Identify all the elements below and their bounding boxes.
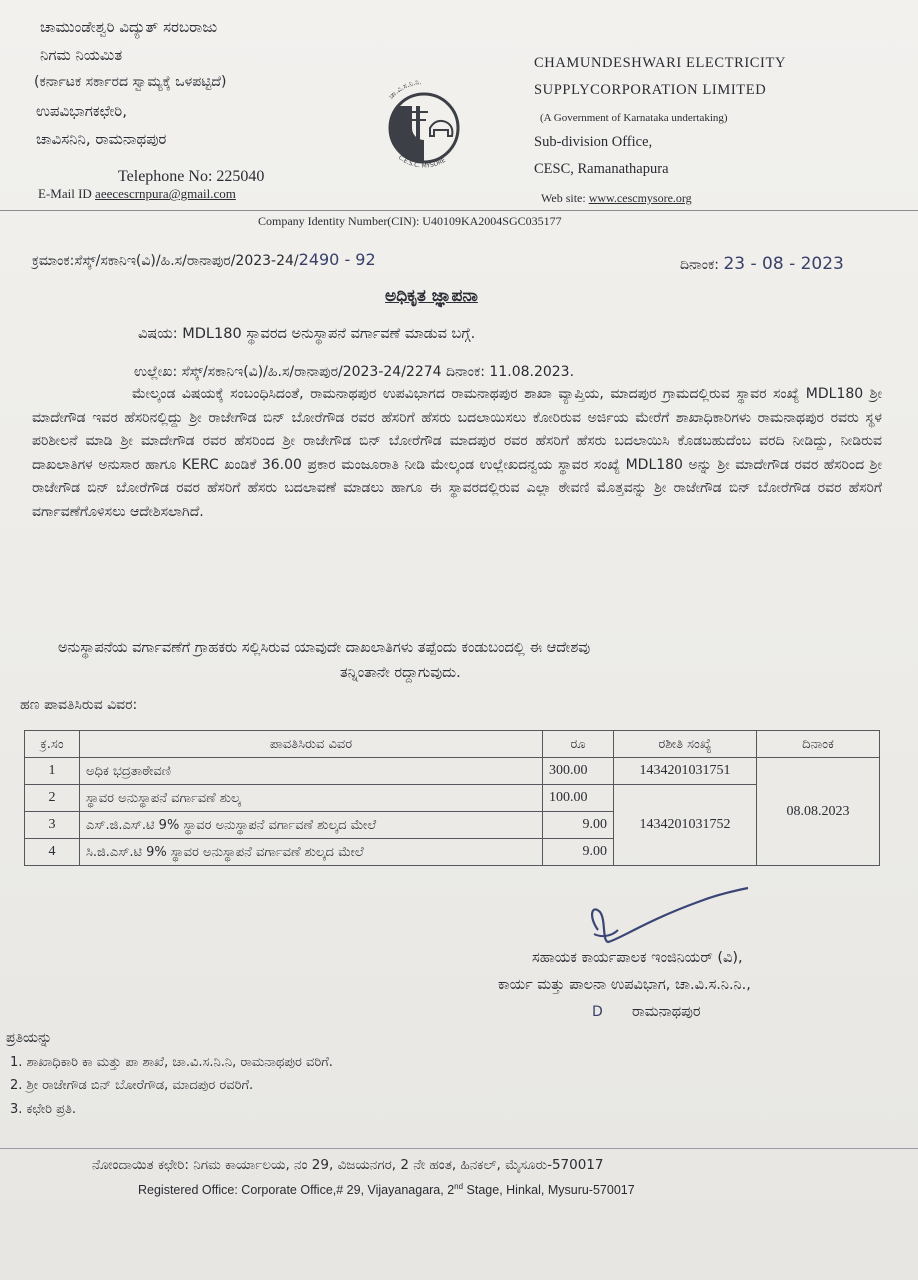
footer-rule	[0, 1148, 918, 1149]
svg-text:ಚಾ.ವಿ.ಸ.ನಿ.ನಿ.	[387, 78, 422, 100]
initial-mark: D	[592, 1004, 603, 1020]
reference-handwritten: 2490 - 92	[298, 250, 376, 269]
email-line	[38, 186, 236, 202]
copy-item-1: 1. ಶಾಖಾಧಿಕಾರಿ ಕಾ ಮತ್ತು ಪಾ ಶಾಖೆ, ಚಾ.ವಿ.ಸ.ನಿ.ನಿ, ರಾಮನಾಥಪುರ ವರಿಗೆ.	[10, 1055, 333, 1070]
body-text: ಮೇಲ್ಕಂಡ ವಿಷಯಕ್ಕೆ ಸಂಬಂಧಿಸಿದಂತೆ, ರಾಮನಾಥಪುರ ಉಪವಿಭಾಗದ ರಾಮನಾಥಪುರ ಶಾಖಾ ವ್ಯಾಪ್ತಿಯ, ಮಾದಪುರ ಗ್ರಾಮದಲ್ಲಿರುವ ಸ್ಥಾವರ ಸಂಖ್ಯೆ MDL180 ಶ್ರೀ ಮಾದೇಗೌಡ ಇವರ ಹೆಸರಿನಲ್ಲಿದ್ದು ಶ್ರೀ ರಾಜೇಗೌಡ ಬಿನ್ ಬೋರೆಗೌಡ ರವರ ಹೆಸರಿಗೆ ಹೆಸರು ಬದಲಾಯಿಸಲು ಕೋರಿರುವ ಅರ್ಜಿಯ ಮೇರೆಗೆ ಶಾಖಾಧಿಕಾರಿಗಳು ರಾಮನಾಥಪುರ ರವರು ಸ್ಥಳ ಪರಿಶೀಲನೆ ಮಾಡಿ ಶ್ರೀ ಮಾದೇಗೌಡ ರವರ ಹೆಸರಿಂದ ಶ್ರೀ ರಾಜೇಗೌಡ ಬಿನ್ ಬೋರೆಗೌಡ ಮಾದಪುರ ರವರ ಹೆಸರಿಗೆ ಹೆಸರು ಬದಲಾಯಿಸಿ ಕೊಡಬಹುದೆಂಬ ವರದಿ ನೀಡಿದ್ದು, ನೀಡಿರುವ ದಾಖಲಾತಿಗಳ ಅನುಸಾರ ಹಾಗೂ KERC ಖಂಡಿಕೆ 36.00 ಪ್ರಕಾರ ಮಂಜೂರಾತಿ ನೀಡಿ ಮೇಲ್ಕಂಡ ಉಲ್ಲೇಖದನ್ವಯ ಸ್ಥಾವರ ಸಂಖ್ಯೆ MDL180 ಅನ್ನು ಶ್ರೀ ಮಾದೇಗೌಡ ರವರ ಹೆಸರಿಂದ ಶ್ರೀ ರಾಜೇಗೌಡ ಬಿನ್ ಬೋರೆಗೌಡ ರವರ ಹೆಸರಿಗೆ ಹೆಸರು ಬದಲಾವಣೆ ಮಾಡಲು ಹಾಗೂ ಈ ಸ್ಥಾವರದಲ್ಲಿರುವ ಎಲ್ಲಾ ಠೇವಣಿ ಮೊತ್ತವನ್ನು ಶ್ರೀ ರಾಜೇಗೌಡ ಬಿನ್ ಬೋರೆಗೌಡ ರವರ ಹೆಸರಿಗೆ ವರ್ಗಾವಣೆಗೊಳಿಸಲು ಆದೇಶಿಸಲಾಗಿದೆ.	[32, 386, 882, 520]
col-receipt: ರಶೀತಿ ಸಂಖ್ಯೆ	[614, 731, 757, 758]
row-sl: 4	[25, 839, 80, 866]
row-sl: 1	[25, 758, 80, 785]
row-sl: 2	[25, 785, 80, 812]
col-date: ದಿನಾಂಕ	[757, 731, 880, 758]
website-link[interactable]: www.cescmysore.org	[588, 191, 692, 205]
row-amount: 9.00	[543, 839, 614, 866]
footer-en	[138, 1182, 635, 1197]
document-title: ಅಧಿಕೃತ ಜ್ಞಾಪನಾ	[385, 286, 478, 306]
date-handwritten: 23 - 08 - 2023	[723, 254, 844, 274]
reference-number	[32, 250, 376, 269]
header-kn-line-2: ನಿಗಮ ನಿಯಮಿತ	[40, 46, 123, 64]
row-desc: ಸಿ.ಜಿ.ಎಸ್.ಟಿ 9% ಸ್ಥಾವರ ಅನುಸ್ಥಾಪನೆ ವರ್ಗಾವಣೆ ಶುಲ್ಕದ ಮೇಲೆ	[80, 839, 543, 866]
date-label: ದಿನಾಂಕ:	[680, 257, 719, 273]
row-amount: 300.00	[543, 758, 614, 785]
header-kn-line-1: ಚಾಮುಂಡೇಶ್ವರಿ ವಿದ್ಯುತ್ ಸರಬರಾಜು	[40, 18, 218, 36]
reference-prefix: ಕ್ರಮಾಂಕ:ಸೆಸ್ಕ್/ಸಕಾನಿಇ(ವಿ)/ಹಿ.ಸ/ರಾನಾಪುರ/2023-24/	[32, 253, 299, 269]
reference-date	[680, 254, 844, 274]
date-cell: 08.08.2023	[757, 758, 880, 866]
receipt-cell-2: 1434201031752	[614, 785, 757, 866]
ref-line: ಉಲ್ಲೇಖ: ಸೆಸ್ಕ್/ಸಕಾನಿಇ(ವಿ)/ಹಿ.ಸ/ರಾನಾಪುರ/2023-24/2274 ದಿನಾಂಕ: 11.08.2023.	[134, 364, 575, 380]
header-kn-line-5: ಚಾವಿಸನಿನಿ, ರಾಮನಾಥಪುರ	[36, 130, 167, 148]
signature-line-1: ಸಹಾಯಕ ಕಾರ್ಯಪಾಲಕ ಇಂಜಿನಿಯರ್ (ವಿ),	[532, 950, 743, 966]
email-link[interactable]: aeecescrnpura@gmail.com	[95, 186, 236, 201]
receipt-cell-1: 1434201031751	[614, 758, 757, 785]
signature-mark	[578, 880, 758, 960]
copy-item-2: 2. ಶ್ರೀ ರಾಜೇಗೌಡ ಬಿನ್ ಬೋರೆಗೌಡ, ಮಾದಪುರ ರವರಿಗೆ.	[10, 1078, 254, 1093]
website-label: Web site:	[541, 191, 586, 205]
payment-heading: ಹಣ ಪಾವತಿಸಿರುವ ವಿವರ:	[20, 697, 138, 713]
col-sl: ಕ್ರ.ಸಂ	[25, 731, 80, 758]
row-desc: ಅಧಿಕ ಭದ್ರತಾಠೇವಣಿ	[80, 758, 543, 785]
col-description: ಪಾವತಿಸಿರುವ ವಿವರ	[80, 731, 543, 758]
footer-en-part-2: Stage, Hinkal, Mysuru-570017	[463, 1183, 635, 1198]
email-label: E-Mail ID	[38, 186, 92, 201]
header-kn-line-3: (ಕರ್ನಾಟಕ ಸರ್ಕಾರದ ಸ್ವಾಮ್ಯಕ್ಕೆ ಒಳಪಟ್ಟಿದೆ)	[34, 74, 227, 90]
footer-en-part-1: Registered Office: Corporate Office,# 29, Vijayanagara, 2	[138, 1183, 455, 1198]
header-en-line-3: (A Government of Karnataka undertaking)	[540, 112, 728, 124]
header-en-line-4: Sub-division Office,	[534, 134, 653, 150]
cesc-logo-icon	[364, 66, 484, 186]
header-kn-line-4: ಉಪವಿಭಾಗಕಛೇರಿ,	[36, 102, 127, 120]
subject-line: ವಿಷಯ: MDL180 ಸ್ಥಾವರದ ಅನುಸ್ಥಾಪನೆ ವರ್ಗಾವಣೆ ಮಾಡುವ ಬಗ್ಗೆ.	[138, 326, 476, 342]
row-sl: 3	[25, 812, 80, 839]
copies-heading: ಪ್ರತಿಯನ್ನು	[6, 1030, 53, 1046]
body-paragraph	[32, 383, 882, 524]
header-en-line-5: CESC, Ramanathapura	[534, 161, 669, 177]
cin-number: Company Identity Number(CIN): U40109KA2004SGC035177	[258, 214, 562, 228]
table-row	[25, 758, 880, 785]
header-rule	[0, 210, 918, 211]
col-amount: ರೂ	[543, 731, 614, 758]
row-amount: 9.00	[543, 812, 614, 839]
website-line	[541, 191, 692, 206]
signature-icon	[578, 880, 758, 960]
logo-top-text: ಚಾ.ವಿ.ಸ.ನಿ.ನಿ.	[387, 78, 422, 101]
row-amount: 100.00	[543, 785, 614, 812]
signature-line-2: ಕಾರ್ಯ ಮತ್ತು ಪಾಲನಾ ಉಪವಿಭಾಗ, ಚಾ.ವಿ.ಸ.ನಿ.ನಿ.,	[498, 977, 751, 993]
cesc-logo	[364, 66, 484, 186]
notice-line-2: ತನ್ನಿಂತಾನೇ ರದ್ದಾಗುವುದು.	[340, 665, 461, 681]
telephone: Telephone No: 225040	[118, 168, 265, 185]
payment-table	[24, 730, 880, 866]
footer-en-sup: nd	[454, 1182, 464, 1191]
payment-header-row	[25, 731, 880, 758]
header-en-line-2: SUPPLYCORPORATION LIMITED	[534, 82, 767, 98]
header-en-line-1: CHAMUNDESHWARI ELECTRICITY	[534, 55, 787, 71]
table-row	[25, 785, 880, 812]
row-desc: ಸ್ಥಾವರ ಅನುಸ್ಥಾಪನೆ ವರ್ಗಾವಣೆ ಶುಲ್ಕ	[80, 785, 543, 812]
signature-line-3: ರಾಮನಾಥಪುರ	[632, 1004, 701, 1020]
copy-item-3: 3. ಕಛೇರಿ ಪ್ರತಿ.	[10, 1102, 77, 1117]
footer-kn: ನೋಂದಾಯಿತ ಕಛೇರಿ: ನಿಗಮ ಕಾರ್ಯಾಲಯ, ನಂ 29, ವಿಜಯನಗರ, 2 ನೇ ಹಂತ, ಹಿನಕಲ್, ಮೈಸೂರು-570017	[92, 1157, 604, 1173]
row-desc: ಎಸ್.ಜಿ.ಎಸ್.ಟಿ 9% ಸ್ಥಾವರ ಅನುಸ್ಥಾಪನೆ ವರ್ಗಾವಣೆ ಶುಲ್ಕದ ಮೇಲೆ	[80, 812, 543, 839]
notice-line-1: ಅನುಸ್ಥಾಪನೆಯ ವರ್ಗಾವಣೆಗೆ ಗ್ರಾಹಕರು ಸಲ್ಲಿಸಿರುವ ಯಾವುದೇ ದಾಖಲಾತಿಗಳು ತಪ್ಪೆಂದು ಕಂಡುಬಂದಲ್ಲಿ ಈ ಆದೇಶವು	[58, 640, 591, 656]
logo-bottom-text: C.E.S.C. MYSORE	[396, 154, 447, 170]
